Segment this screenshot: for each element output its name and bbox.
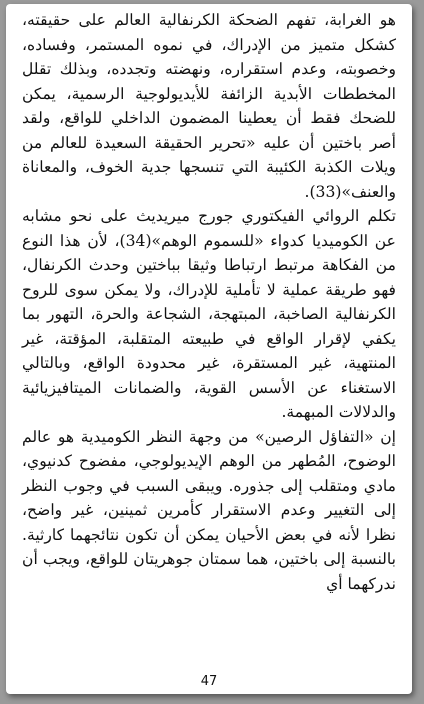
page-body-text bbox=[22, 8, 396, 596]
paragraph: هو الغرابة، تفهم الضحكة الكرنفالية العالم على حقيقته، كشكل متميز من الإدراك، في نموه المستمر، وفساده، وخصوبته، وعدم استقراره، ونهضته وتجدده، وبذلك تقلل المخططات الأبدية الزائفة للأيديولوجية الرسمية، يمكن للضحك فقط أن يعطينا المضمون الداخلي للواقع، ولقد أصر باختين أن عليه «تحرير الحقيقة السعيدة للعالم من ويلات الكذبة الكئيبة التي تنسجها جدية الخوف، والمعاناة والعنف»(33). bbox=[22, 11, 396, 201]
paragraph: إن «التفاؤل الرصين» من وجهة النظر الكوميدية هو عالم الوضوح، المُطهر من الوهم الإيديولوجي، مفضوح كدنيوي، مادي ومتقلب إلى جذوره. ويبقى السبب في وجوب النظر إلى التغيير وعدم الاستقرار كأمرين ثمينين، غير واضح، نظرا لأنه في بعض الأحيان يمكن أن تكون نتائجهما كارثية. بالنسبة إلى باختين، هما سمتان جوهريتان للواقع، ويجب أن ندركهما أي bbox=[22, 427, 396, 593]
book-page bbox=[6, 4, 412, 694]
page-number: 47 bbox=[200, 674, 218, 689]
paragraph: تكلم الروائي الفيكتوري جورج ميريديث على نحو مشابه عن الكوميديا كدواء «للسموم الوهم»(34)، لأن هذا النوع من الفكاهة مرتبط ارتباطا وثيقا بباختين وحدث الكرنفال، فهو طريقة عملية لا تأملية للإدراك، ولا يمكن سوى للروح الكرنفالية الصاخبة، المبتهجة، الشجاعة والحرة، التهور بما يكفي لإقرار الواقع في طبيعته المتقلبة، المؤقتة، غير المنتهية، غير المستقرة، غير محدودة الواقع، وبالتالي الاستغناء عن الأسس القوية، والضمانات الميتافيزيائية والدلالات المبهمة. bbox=[22, 207, 396, 421]
